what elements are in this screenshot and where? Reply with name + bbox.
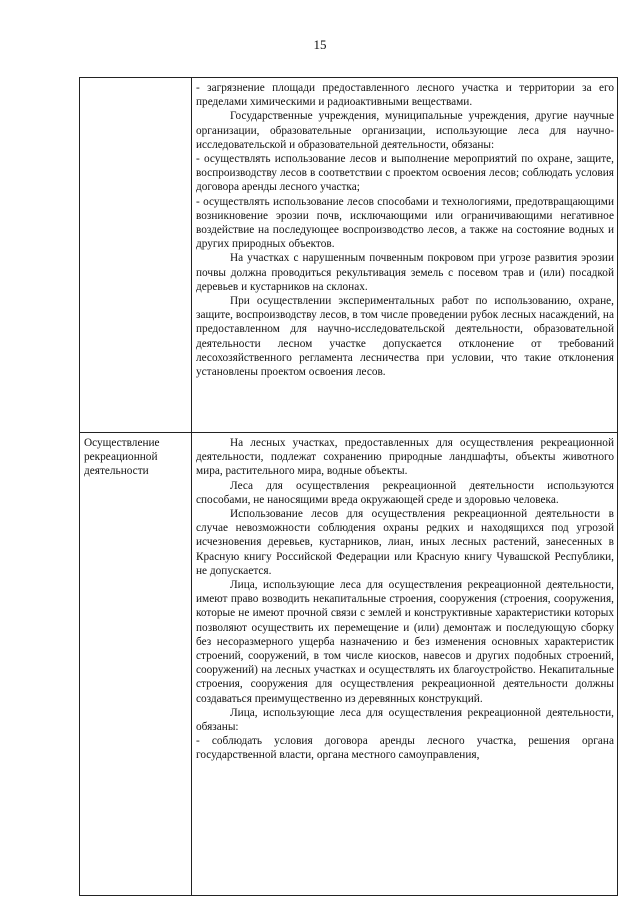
paragraph: - осуществлять использование лесов способами и технологиями, предотвращающими возникновение эрозии почв, исключающими или ограничивающими негативное воздействие на последующее воспроизводство лесов, а также на состояние водных и других природных объектов. [196, 195, 614, 251]
paragraph: На участках с нарушенным почвенным покровом при угрозе развития эрозии почвы должна проводиться рекультивация земель с посевом трав и (или) посадкой деревьев и кустарников на склонах. [196, 252, 614, 293]
row-label-cell: Осуществление рекреационной деятельности [80, 433, 192, 896]
paragraph: Леса для осуществления рекреационной деятельности используются способами, не наносящими вреда окружающей среде и здоровью человека. [196, 479, 614, 506]
paragraph: При осуществлении экспериментальных работ по использованию, охране, защите, воспроизводству лесов, в том числе проведении рубок лесных насаждений, на предоставленном для научно-исследовательской деятельности, образовательной деятельности лесном участке допускается отклонение от требований лесохозяйственного регламента лесничества при условии, что такие отклонения установлены проектом освоения лесов. [196, 295, 614, 379]
paragraph: - осуществлять использование лесов и выполнение мероприятий по охране, защите, воспроизводству лесов в соответствии с проектом освоения лесов; соблюдать условия договора аренды лесного участка; [196, 153, 614, 194]
paragraph: На лесных участках, предоставленных для осуществления рекреационной деятельности, подлежат сохранению природные ландшафты, объекты животного мира, растительного мира, водные объекты. [196, 437, 614, 478]
paragraph: Государственные учреждения, муниципальные учреждения, другие научные организации, образовательные организации, использующие леса для научно-исследовательской и образовательной деятельности, обязаны: [196, 110, 614, 151]
row-content-cell [192, 78, 618, 433]
paragraph: Использование лесов для осуществления рекреационной деятельности в случае невозможности соблюдения охраны редких и находящихся под угрозой исчезновения деревьев, кустарников, лиан, иных лесных растений, занесенных в Красную книгу Российской Федерации или Красную книгу Чувашской Республики, не допускается. [196, 508, 614, 577]
table-row [80, 78, 618, 433]
paragraph: Лица, использующие леса для осуществления рекреационной деятельности, имеют право возводить некапитальные строения, сооружения (строения, сооружения, которые не имеют прочной связи с землей и конструктивные характеристики которых позволяют осуществить их перемещение и (или) демонтаж и последующую сборку без несоразмерного ущерба назначению и без изменения основных характеристик строений, сооружений, в том числе киосков, навесов и других подобных строений, сооружений) на лесных участках и осуществлять их благоустройство. Некапитальные строения, сооружения для осуществления рекреационной деятельности должны создаваться преимущественно из деревянных конструкций. [196, 579, 614, 705]
page-number: 15 [313, 37, 327, 52]
row-content-cell [192, 433, 618, 896]
table-row [80, 433, 618, 896]
paragraph: Лица, использующие леса для осуществления рекреационной деятельности, обязаны: [196, 706, 614, 734]
paragraph: - загрязнение площади предоставленного лесного участка и территории за его пределами химическими и радиоактивными веществами. [196, 82, 614, 109]
row-label-cell [80, 78, 192, 433]
regulation-table [79, 77, 618, 896]
paragraph: - соблюдать условия договора аренды лесного участка, решения органа государственной власти, органа местного самоуправления, [196, 735, 614, 762]
